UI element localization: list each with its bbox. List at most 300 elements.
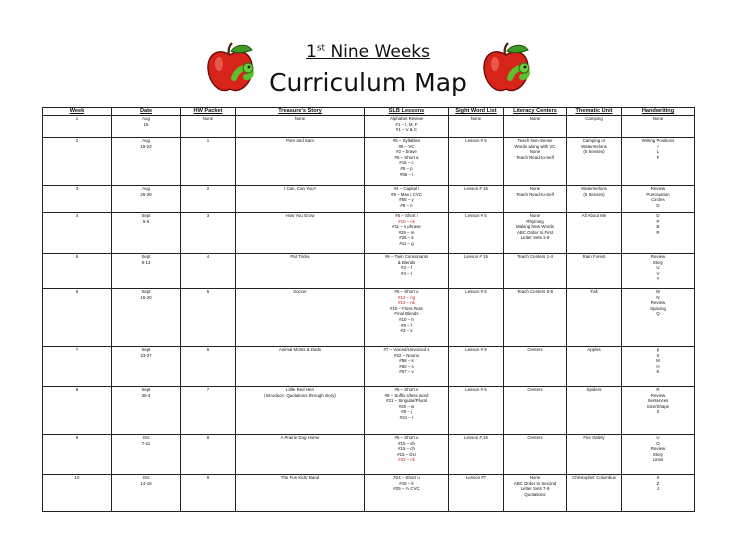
slb-lessons-cell-line: #5 – p bbox=[400, 165, 413, 171]
date-cell-line: 15 bbox=[143, 121, 149, 127]
handwriting-cell-line: D bbox=[656, 213, 660, 218]
slb-lessons-cell-line: #21 – Singular/Plural bbox=[386, 398, 427, 404]
handwriting-cell-line: Z bbox=[656, 480, 660, 486]
literacy-centers-cell-line: None bbox=[529, 149, 541, 155]
handwriting-cell-line: L bbox=[656, 149, 660, 155]
story-cell-line: None bbox=[294, 116, 306, 121]
slb-lessons-cell-line: #3 – f bbox=[401, 265, 412, 271]
week-cell-line: 6 bbox=[75, 289, 79, 294]
thematic-unit-cell-line: Fire Safety bbox=[583, 435, 605, 440]
date-cell-line: 7-11 bbox=[141, 440, 151, 446]
hw-packet-cell bbox=[181, 138, 236, 186]
story-cell bbox=[236, 138, 365, 186]
slb-lessons-cell-line: #3 – x bbox=[400, 328, 413, 334]
week-cell-line: 10 bbox=[74, 475, 80, 480]
slb-lessons-cell-line: #5 – Short a bbox=[394, 154, 419, 160]
hw-packet-cell bbox=[181, 387, 236, 435]
sight-word-cell-line: Lesson # 6 bbox=[465, 387, 487, 392]
literacy-centers-cell-line: None bbox=[529, 116, 541, 121]
week-cell-line: 3 bbox=[75, 186, 79, 191]
hw-packet-cell-line: 8 bbox=[206, 435, 210, 440]
hw-packet-cell bbox=[181, 347, 236, 387]
slb-lessons-cell bbox=[365, 387, 449, 435]
handwriting-cell-line: S bbox=[656, 352, 660, 358]
sight-word-cell-line: Lesson # 16 bbox=[464, 435, 488, 440]
slb-lessons-cell bbox=[365, 116, 449, 138]
table-row bbox=[43, 387, 695, 435]
slb-lessons-cell bbox=[365, 435, 449, 475]
slb-lessons-cell-line: #55 – y bbox=[399, 197, 414, 203]
literacy-centers-cell bbox=[504, 387, 567, 435]
thematic-unit-cell bbox=[567, 347, 622, 387]
handwriting-cell-line: Y bbox=[656, 276, 660, 282]
week-cell bbox=[43, 475, 112, 512]
slb-lessons-cell-line: Alphabet Review bbox=[390, 116, 423, 121]
literacy-centers-cell bbox=[504, 254, 567, 289]
slb-lessons-cell bbox=[365, 475, 449, 512]
slb-lessons-cell-line: #5 – Short i bbox=[395, 213, 418, 218]
handwriting-cell-line: None bbox=[652, 116, 664, 121]
date-cell bbox=[112, 475, 181, 512]
slb-lessons-cell-line: #12 – nk bbox=[398, 300, 415, 306]
date-cell-line: 14-18 bbox=[140, 480, 152, 486]
column-header: Treasure's Story bbox=[236, 108, 365, 116]
literacy-centers-cell-line: Centers bbox=[527, 435, 543, 440]
table-row bbox=[43, 475, 695, 512]
table-row bbox=[43, 289, 695, 347]
handwriting-cell-line: Story bbox=[652, 259, 664, 265]
sight-word-cell-line: Lesson # 5 bbox=[465, 213, 487, 218]
slb-lessons-cell-line: #8 – Suffix s/less word bbox=[384, 392, 429, 398]
column-header: Thematic Unit bbox=[567, 108, 622, 116]
handwriting-cell-line: R bbox=[656, 387, 660, 392]
slb-lessons-cell-line: #32 – ck bbox=[398, 457, 415, 463]
handwriting-cell-line: S bbox=[656, 475, 660, 480]
date-cell bbox=[112, 116, 181, 138]
slb-lessons-cell-line: #11 – s phrase bbox=[392, 224, 421, 230]
slb-lessons-cell bbox=[365, 138, 449, 186]
column-header: Week bbox=[43, 108, 112, 116]
thematic-unit-cell-line: Fall bbox=[590, 289, 598, 294]
handwriting-cell-line: Story bbox=[652, 451, 664, 457]
date-cell bbox=[112, 387, 181, 435]
slb-lessons-cell bbox=[365, 186, 449, 213]
hw-packet-cell bbox=[181, 289, 236, 347]
handwriting-cell-line: Spacing bbox=[650, 305, 666, 311]
table-row bbox=[43, 138, 695, 186]
date-cell-line: 9-13 bbox=[141, 259, 151, 265]
thematic-unit-cell bbox=[567, 213, 622, 254]
story-cell bbox=[236, 289, 365, 347]
column-header: Sight Word List bbox=[449, 108, 504, 116]
slb-lessons-cell-line: #11 – g bbox=[399, 240, 414, 246]
handwriting-cell-line: Lines bbox=[652, 457, 664, 463]
week-cell bbox=[43, 138, 112, 186]
week-cell-line: 8 bbox=[75, 387, 79, 392]
thematic-unit-cell-line: Watermelons bbox=[581, 186, 607, 191]
thematic-unit-cell-line: Camping or bbox=[582, 138, 606, 143]
week-cell bbox=[43, 289, 112, 347]
date-cell-line: 23-27 bbox=[140, 352, 152, 358]
hw-packet-cell-line: 2 bbox=[206, 186, 210, 191]
literacy-centers-cell-line: Words along with VC bbox=[514, 143, 556, 149]
literacy-centers-cell bbox=[504, 116, 567, 138]
slb-lessons-cell-line: #6 – n bbox=[400, 202, 413, 208]
table-row bbox=[43, 435, 695, 475]
column-header: SLB Lessons bbox=[365, 108, 449, 116]
slb-lessons-cell-line: #57 – v bbox=[399, 369, 414, 375]
literacy-centers-cell bbox=[504, 138, 567, 186]
slb-lessons-cell-line: #9 – f bbox=[401, 322, 412, 328]
handwriting-cell-line: F bbox=[656, 154, 660, 160]
handwriting-cell bbox=[622, 186, 695, 213]
thematic-unit-cell-line: (5 Senses) bbox=[583, 149, 605, 155]
hw-packet-cell-line: 5 bbox=[206, 289, 210, 294]
slb-lessons-cell-line: #1 – I, M, F bbox=[395, 121, 418, 127]
story-cell-line: Pam and Sam bbox=[286, 138, 314, 143]
hw-packet-cell bbox=[181, 435, 236, 475]
curriculum-table bbox=[42, 107, 695, 512]
date-cell-line: Sept bbox=[141, 213, 151, 218]
date-cell bbox=[112, 347, 181, 387]
table-row bbox=[43, 213, 695, 254]
handwriting-cell bbox=[622, 254, 695, 289]
handwriting-cell-line: K bbox=[656, 369, 660, 375]
literacy-centers-cell-line: Centers bbox=[527, 387, 543, 392]
handwriting-cell-line: R bbox=[656, 229, 660, 235]
sight-word-cell-line: Lesson # 15 bbox=[464, 254, 488, 259]
date-cell-line: 16-20 bbox=[140, 294, 152, 300]
thematic-unit-cell bbox=[567, 435, 622, 475]
slb-lessons-cell-line: #16 – c bbox=[399, 160, 414, 166]
literacy-centers-cell-line: Teach Read-to-Self bbox=[516, 191, 554, 197]
literacy-centers-cell-line: Centers bbox=[527, 347, 543, 352]
sight-word-cell bbox=[449, 138, 504, 186]
slb-lessons-cell-line: #1 – V & C bbox=[395, 127, 418, 133]
date-cell bbox=[112, 289, 181, 347]
page-title: Curriculum Map bbox=[269, 67, 467, 97]
date-cell-line: 19-23 bbox=[140, 143, 152, 149]
handwriting-cell-line: N bbox=[656, 294, 660, 300]
slb-lessons-cell bbox=[365, 213, 449, 254]
slb-lessons-cell bbox=[365, 347, 449, 387]
date-cell bbox=[112, 435, 181, 475]
handwriting-cell-line: J bbox=[656, 486, 660, 492]
story-cell bbox=[236, 435, 365, 475]
slb-lessons-cell-line: #15 – sh bbox=[398, 440, 415, 446]
date-cell bbox=[112, 254, 181, 289]
handwriting-cell-line: Writing Positions bbox=[641, 138, 675, 143]
literacy-centers-cell-line: Teach Non-Sense bbox=[517, 138, 553, 143]
hw-packet-cell bbox=[181, 116, 236, 138]
column-header: Literacy Centers bbox=[504, 108, 567, 116]
handwriting-cell-line: Review bbox=[650, 300, 666, 306]
thematic-unit-cell-line: Christopher Columbus bbox=[572, 475, 616, 480]
table-row bbox=[43, 116, 695, 138]
literacy-centers-cell bbox=[504, 289, 567, 347]
story-cell-line: The Fun Kids' Band bbox=[280, 475, 320, 480]
handwriting-cell bbox=[622, 138, 695, 186]
hw-packet-cell bbox=[181, 186, 236, 213]
table-row bbox=[43, 186, 695, 213]
week-cell-line: 4 bbox=[75, 213, 79, 218]
page-subtitle: 1st Nine Weeks bbox=[306, 41, 430, 62]
week-cell bbox=[43, 213, 112, 254]
week-cell bbox=[43, 435, 112, 475]
handwriting-cell bbox=[622, 387, 695, 435]
slb-lessons-cell-line: #5 – Syllables bbox=[392, 138, 421, 143]
week-cell-line: 1 bbox=[75, 116, 79, 121]
thematic-unit-cell bbox=[567, 289, 622, 347]
slb-lessons-cell-line: #15 – DU bbox=[397, 451, 416, 457]
page-header bbox=[0, 38, 736, 98]
sight-word-cell-line: None bbox=[470, 116, 482, 121]
slb-lessons-cell-line: #6 – VC bbox=[398, 143, 415, 149]
hw-packet-cell-line: 4 bbox=[206, 254, 210, 259]
literacy-centers-cell-line: Teach Centers 1-4 bbox=[517, 254, 553, 259]
slb-lessons-cell-line: #7 – Voiced/Unvoiced s bbox=[383, 347, 430, 352]
sight-word-cell bbox=[449, 347, 504, 387]
handwriting-cell-line: B bbox=[656, 224, 660, 230]
literacy-centers-cell bbox=[504, 186, 567, 213]
handwriting-cell bbox=[622, 435, 695, 475]
handwriting-cell-line: X bbox=[656, 409, 660, 415]
handwriting-cell bbox=[622, 213, 695, 254]
slb-lessons-cell bbox=[365, 254, 449, 289]
sight-word-cell bbox=[449, 186, 504, 213]
handwriting-cell-line: U bbox=[656, 265, 660, 271]
hw-packet-cell-line: 3 bbox=[206, 213, 210, 218]
thematic-unit-cell bbox=[567, 186, 622, 213]
slb-lessons-cell-line: #8 – j bbox=[401, 409, 412, 415]
literacy-centers-cell-line: Quotations bbox=[524, 491, 546, 497]
story-cell bbox=[236, 387, 365, 435]
literacy-centers-cell bbox=[504, 435, 567, 475]
handwriting-cell-line: W bbox=[655, 289, 661, 294]
handwriting-cell-line: D bbox=[656, 202, 660, 208]
column-header: Handwriting bbox=[622, 108, 695, 116]
slb-lessons-cell-line: #20 – w bbox=[398, 403, 415, 409]
date-cell-line: Aug bbox=[142, 186, 150, 191]
slb-lessons-cell-line: #24 – Short u bbox=[393, 475, 420, 480]
story-cell-line: A Prairie Dog Home bbox=[280, 435, 320, 440]
story-cell bbox=[236, 254, 365, 289]
story-cell bbox=[236, 475, 365, 512]
handwriting-cell bbox=[622, 116, 695, 138]
story-cell-line: Soccer bbox=[293, 289, 307, 294]
literacy-centers-cell-line: ABC Order to First bbox=[516, 229, 554, 235]
slb-lessons-cell-line: #2 – brave bbox=[396, 149, 417, 155]
week-cell bbox=[43, 387, 112, 435]
handwriting-cell-line: U bbox=[656, 435, 660, 440]
slb-lessons-cell-line: #10 – Floss Rule bbox=[390, 305, 423, 311]
slb-lessons-cell-line: #60 – s bbox=[399, 363, 414, 369]
hw-packet-cell bbox=[181, 475, 236, 512]
week-cell-line: 7 bbox=[75, 347, 79, 352]
literacy-centers-cell-line: Making New Words bbox=[516, 224, 554, 230]
slb-lessons-cell bbox=[365, 289, 449, 347]
thematic-unit-cell-line: Rain Forest bbox=[582, 254, 606, 259]
date-cell-line: Sept bbox=[141, 289, 151, 294]
date-cell-line: Sept bbox=[141, 254, 151, 259]
hw-packet-cell-line: 9 bbox=[206, 475, 210, 480]
thematic-unit-cell bbox=[567, 387, 622, 435]
date-cell-line: Oct bbox=[142, 435, 150, 440]
sight-word-cell-line: Lesson #7 bbox=[465, 475, 487, 480]
thematic-unit-cell bbox=[567, 138, 622, 186]
literacy-centers-cell-line: None bbox=[529, 186, 541, 191]
story-cell bbox=[236, 116, 365, 138]
handwriting-cell-line: Q bbox=[656, 311, 660, 317]
handwriting-cell bbox=[622, 347, 695, 387]
slb-lessons-cell-line: #6 – Twin Consonants bbox=[384, 254, 429, 259]
story-cell-line: Little Red Hen bbox=[286, 387, 314, 392]
hw-packet-cell-line: 7 bbox=[206, 387, 210, 392]
handwriting-cell-line: P bbox=[656, 218, 660, 224]
sight-word-cell-line: Lesson # 5 bbox=[465, 138, 487, 143]
literacy-centers-cell-line: Teach Centers 5-8 bbox=[517, 289, 553, 294]
thematic-unit-cell bbox=[567, 116, 622, 138]
handwriting-cell-line: Punctuation bbox=[646, 191, 670, 197]
literacy-centers-cell-line: Letter Sets 1-8 bbox=[520, 235, 550, 241]
literacy-centers-cell bbox=[504, 347, 567, 387]
thematic-unit-cell-line: Camping bbox=[585, 116, 603, 121]
handwriting-cell-line: Size/Shape bbox=[646, 403, 670, 409]
slb-lessons-cell-line: #55 – l bbox=[399, 171, 414, 177]
date-cell bbox=[112, 213, 181, 254]
sight-word-cell-line: Lesson # 9 bbox=[465, 347, 487, 352]
hw-packet-cell bbox=[181, 213, 236, 254]
table-row bbox=[43, 347, 695, 387]
table-row bbox=[43, 254, 695, 289]
story-cell-line: I Can, Can You? bbox=[284, 186, 316, 191]
handwriting-cell-line: Review bbox=[650, 392, 666, 398]
literacy-centers-cell-line: None bbox=[529, 213, 541, 218]
sight-word-cell bbox=[449, 475, 504, 512]
handwriting-cell-line: Circles bbox=[651, 197, 665, 203]
slb-lessons-cell-line: #58 – k bbox=[399, 358, 414, 364]
handwriting-cell bbox=[622, 289, 695, 347]
handwriting-cell-line: O bbox=[656, 440, 660, 446]
week-cell bbox=[43, 186, 112, 213]
slb-lessons-cell-line: #10 – h bbox=[399, 316, 414, 322]
literacy-centers-cell-line: Teach Read-to-Self bbox=[516, 154, 554, 160]
slb-lessons-cell-line: #22 – Nouns bbox=[394, 352, 419, 358]
handwriting-cell-line: Review bbox=[650, 254, 666, 259]
sight-word-cell-line: Lesson # 15 bbox=[464, 186, 488, 191]
sight-word-cell bbox=[449, 254, 504, 289]
slb-lessons-cell-line: #15 – k bbox=[399, 480, 414, 486]
sight-word-cell bbox=[449, 289, 504, 347]
thematic-unit-cell-line: Apples bbox=[587, 347, 601, 352]
literacy-centers-cell-line: None bbox=[529, 475, 541, 480]
slb-lessons-cell-line: #12 – ng bbox=[397, 294, 416, 300]
slb-lessons-cell-line: #15 – ch bbox=[398, 446, 415, 452]
slb-lessons-cell-line: #10 – ck bbox=[398, 218, 415, 224]
slb-lessons-cell-line: #6 – Short u bbox=[394, 435, 419, 440]
slb-lessons-cell-line: #25 – m bbox=[398, 229, 415, 235]
column-header: HW Packet bbox=[181, 108, 236, 116]
week-cell-line: 5 bbox=[75, 254, 79, 259]
sight-word-cell bbox=[449, 435, 504, 475]
date-cell-line: 30-4 bbox=[141, 392, 151, 398]
thematic-unit-cell-line: Spiders bbox=[586, 387, 602, 392]
slb-lessons-cell-line: #25 – ½ CVC bbox=[393, 486, 420, 492]
date-cell bbox=[112, 186, 181, 213]
slb-lessons-cell-line: #8 – Max I CVC bbox=[391, 191, 422, 197]
week-cell-line: 9 bbox=[75, 435, 79, 440]
hw-packet-cell-line: 1 bbox=[206, 138, 210, 143]
handwriting-cell bbox=[622, 475, 695, 512]
date-cell-line: Sept bbox=[141, 387, 151, 392]
sight-word-cell-line: Lesson # 5 bbox=[465, 289, 487, 294]
story-cell-line: Animal Moms & Dads bbox=[278, 347, 322, 352]
literacy-centers-cell-line: Rhyming bbox=[526, 218, 544, 224]
story-cell-line: How You Grow bbox=[285, 213, 315, 218]
week-cell bbox=[43, 347, 112, 387]
handwriting-cell-line: I bbox=[657, 143, 659, 149]
hw-packet-cell-line: 6 bbox=[206, 347, 210, 352]
date-cell-line: Sept bbox=[141, 347, 151, 352]
literacy-centers-cell-line: Letter Sets 7-9 bbox=[520, 486, 550, 492]
slb-lessons-cell-line: Final Blends bbox=[394, 311, 419, 317]
week-cell bbox=[43, 254, 112, 289]
story-cell-line: (Introduce: Quotations through story) bbox=[264, 392, 336, 398]
slb-lessons-cell-line: #5 – Short o bbox=[394, 289, 419, 294]
handwriting-cell-line: H bbox=[656, 363, 660, 369]
story-cell bbox=[236, 186, 365, 213]
slb-lessons-cell-line: #4 – Capital I bbox=[393, 186, 420, 191]
slb-lessons-cell-line: #24 – r bbox=[399, 414, 414, 420]
handwriting-cell-line: p bbox=[656, 347, 660, 352]
handwriting-cell-line: M bbox=[656, 358, 660, 364]
handwriting-cell-line: V bbox=[656, 270, 660, 276]
thematic-unit-cell-line: (5 Senses) bbox=[583, 191, 605, 197]
hw-packet-cell-line: None bbox=[202, 116, 214, 121]
sight-word-cell bbox=[449, 213, 504, 254]
handwriting-cell-line: Sentences bbox=[647, 398, 669, 404]
week-cell-line: 2 bbox=[75, 138, 79, 143]
table-header-row bbox=[43, 108, 695, 116]
thematic-unit-cell-line: All About Me bbox=[581, 213, 607, 218]
handwriting-cell-line: Review bbox=[650, 186, 666, 191]
literacy-centers-cell-line: ABC Order to Second bbox=[513, 480, 557, 486]
table-body bbox=[43, 116, 695, 512]
slb-lessons-cell-line: #6 – Short e bbox=[394, 387, 419, 392]
week-cell bbox=[43, 116, 112, 138]
thematic-unit-cell bbox=[567, 475, 622, 512]
story-cell bbox=[236, 347, 365, 387]
date-cell-line: Aug bbox=[142, 116, 150, 121]
date-cell-line: Oct bbox=[142, 475, 150, 480]
slb-lessons-cell-line: #4 – t bbox=[401, 270, 412, 276]
literacy-centers-cell bbox=[504, 213, 567, 254]
thematic-unit-cell bbox=[567, 254, 622, 289]
date-cell-line: 26-29 bbox=[140, 191, 152, 197]
date-cell-line: Aug bbox=[142, 138, 150, 143]
story-cell-line: Pat Tricks bbox=[290, 254, 310, 259]
column-header: Date bbox=[112, 108, 181, 116]
date-cell bbox=[112, 138, 181, 186]
hw-packet-cell bbox=[181, 254, 236, 289]
slb-lessons-cell-line: & Blends bbox=[397, 259, 416, 265]
literacy-centers-cell bbox=[504, 475, 567, 512]
thematic-unit-cell-line: Watermelons bbox=[581, 143, 607, 149]
date-cell-line: 6-6 bbox=[142, 218, 150, 224]
slb-lessons-cell-line: #26 – k bbox=[399, 235, 414, 241]
story-cell bbox=[236, 213, 365, 254]
handwriting-cell-line: Review bbox=[650, 446, 666, 452]
